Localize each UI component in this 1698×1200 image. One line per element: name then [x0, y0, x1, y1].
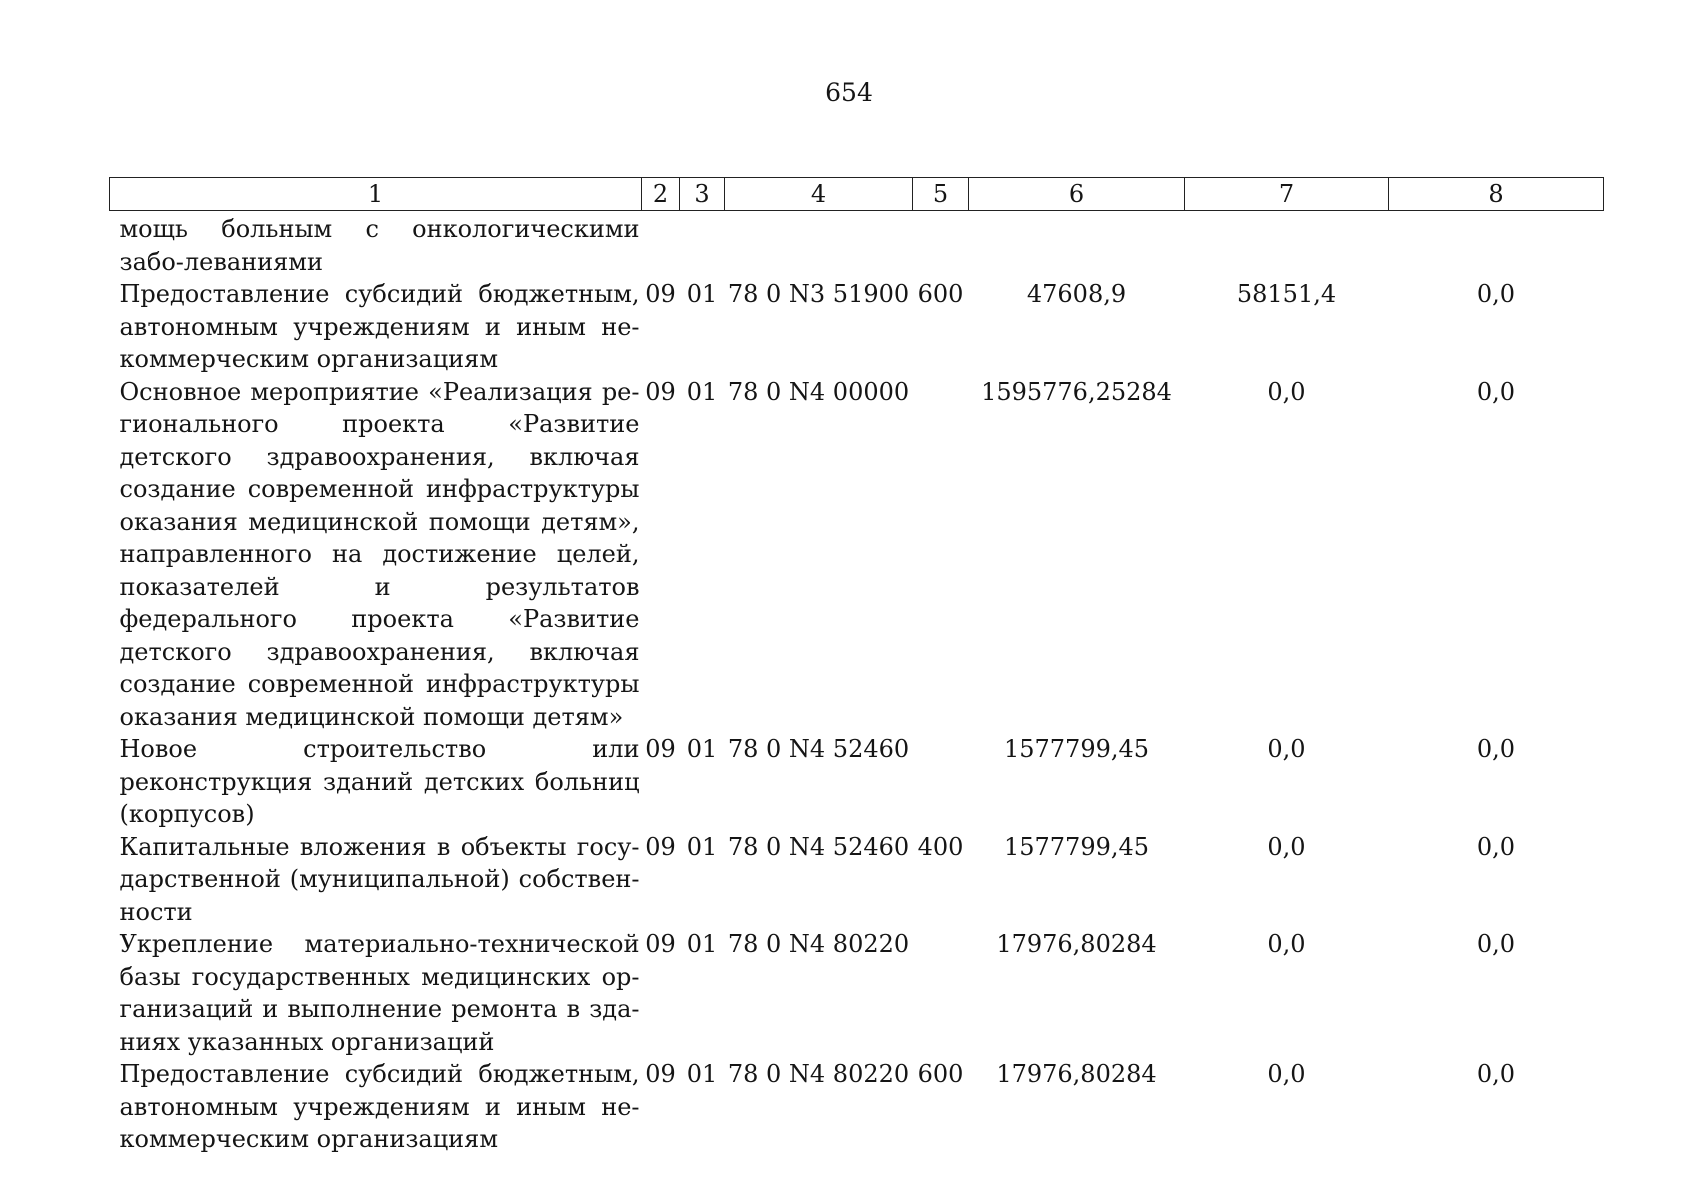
- amount-col8: 0,0: [1476, 735, 1516, 763]
- target-article-code: 78 0 N3 51900: [727, 280, 910, 308]
- table-row: [110, 733, 1604, 831]
- amount-col8: 0,0: [1476, 377, 1516, 406]
- column-header: 8: [1389, 178, 1604, 211]
- subsection-code: 01: [686, 832, 718, 861]
- amount-col6: 1577799,45: [1003, 735, 1150, 763]
- amount-col8: 0,0: [1476, 1060, 1516, 1088]
- amount-col8: 0,0: [1476, 280, 1516, 308]
- section-code: [642, 211, 680, 279]
- amount-col7: 0,0: [1267, 930, 1306, 958]
- row-name: Предоставление субсидий бюджетным, автономным учреждениям и иным некоммерческим организациям: [119, 280, 640, 373]
- section-code: 09: [645, 930, 676, 958]
- expense-type-code: [913, 928, 969, 1058]
- column-header: 4: [725, 178, 913, 211]
- amount-col6: 17976,80284: [996, 930, 1157, 958]
- section-code: 09: [645, 735, 676, 763]
- amount-col8: 0,0: [1476, 930, 1516, 958]
- subsection-code: 01: [686, 377, 718, 406]
- amount-col7: 0,0: [1267, 1060, 1306, 1088]
- row-name: Укрепление материально-технической базы государственных медицинских организаций и выполнение ремонта в зданиях указанных организаций: [119, 930, 640, 1056]
- table-row: [110, 278, 1604, 376]
- expense-type-code: 600: [917, 1060, 964, 1088]
- amount-col8: 0,0: [1476, 832, 1516, 861]
- subsection-code: 01: [686, 735, 718, 763]
- row-name: Основное мероприятие «Реализация регионального проекта «Развитие детского здравоохранения, включая создание современной инфраструктуры оказания медицинской помощи детям», направленного на достижение целей, показателей и результатов федерального проекта «Развитие детского здравоохранения, включая создание современной инфраструктуры оказания медицинской помощи детям»: [119, 377, 640, 731]
- row-name: Новое строительство или реконструкция зданий детских больниц (корпусов): [119, 735, 640, 828]
- column-header: 6: [969, 178, 1185, 211]
- amount-col7: 0,0: [1267, 377, 1306, 406]
- amount-col7: 58151,4: [1236, 280, 1337, 308]
- expense-type-code: [913, 376, 969, 734]
- column-header: 5: [913, 178, 969, 211]
- expense-type-code: [913, 733, 969, 831]
- amount-col6: 1577799,45: [1003, 832, 1150, 861]
- row-name: Предоставление субсидий бюджетным, автономным учреждениям и иным некоммерческим организациям: [119, 1060, 640, 1153]
- page-number: 654: [825, 78, 873, 107]
- section-code: 09: [645, 280, 676, 308]
- table-row: [110, 1058, 1604, 1156]
- target-article-code: 78 0 N4 80220: [727, 930, 910, 958]
- row-name: Капитальные вложения в объекты государственной (муниципальной) собственности: [119, 832, 640, 926]
- expense-type-code: 600: [917, 280, 964, 308]
- amount-col6: 17976,80284: [996, 1060, 1157, 1088]
- subsection-code: 01: [686, 930, 718, 958]
- amount-col6: 47608,9: [1026, 280, 1127, 308]
- amount-col7: 0,0: [1267, 735, 1306, 763]
- column-header: 3: [680, 178, 725, 211]
- target-article-code: 78 0 N4 00000: [727, 377, 910, 406]
- target-article-code: [725, 211, 913, 279]
- column-header: 7: [1185, 178, 1389, 211]
- section-code: 09: [645, 1060, 676, 1088]
- expense-type-code: [913, 211, 969, 279]
- amount-col6: [969, 211, 1185, 279]
- subsection-code: 01: [686, 1060, 718, 1088]
- row-name: мощь больным с онкологическими забо-леваниями: [119, 215, 640, 276]
- subsection-code: [680, 211, 725, 279]
- expense-type-code: 400: [917, 832, 964, 861]
- table-row: [110, 928, 1604, 1058]
- section-code: 09: [645, 832, 676, 861]
- column-header: 1: [110, 178, 642, 211]
- table-row: [110, 211, 1604, 279]
- amount-col7: [1185, 211, 1389, 279]
- budget-table: [109, 177, 1604, 1156]
- table-row: [110, 831, 1604, 929]
- target-article-code: 78 0 N4 52460: [727, 832, 910, 861]
- column-header: 2: [642, 178, 680, 211]
- subsection-code: 01: [686, 280, 718, 308]
- amount-col7: 0,0: [1267, 832, 1306, 861]
- amount-col6: 1595776,25284: [981, 377, 1172, 406]
- amount-col8: [1389, 211, 1604, 279]
- section-code: 09: [645, 377, 676, 406]
- table-row: [110, 376, 1604, 734]
- target-article-code: 78 0 N4 52460: [727, 735, 910, 763]
- table-header-row: [110, 178, 1604, 211]
- target-article-code: 78 0 N4 80220: [727, 1060, 910, 1088]
